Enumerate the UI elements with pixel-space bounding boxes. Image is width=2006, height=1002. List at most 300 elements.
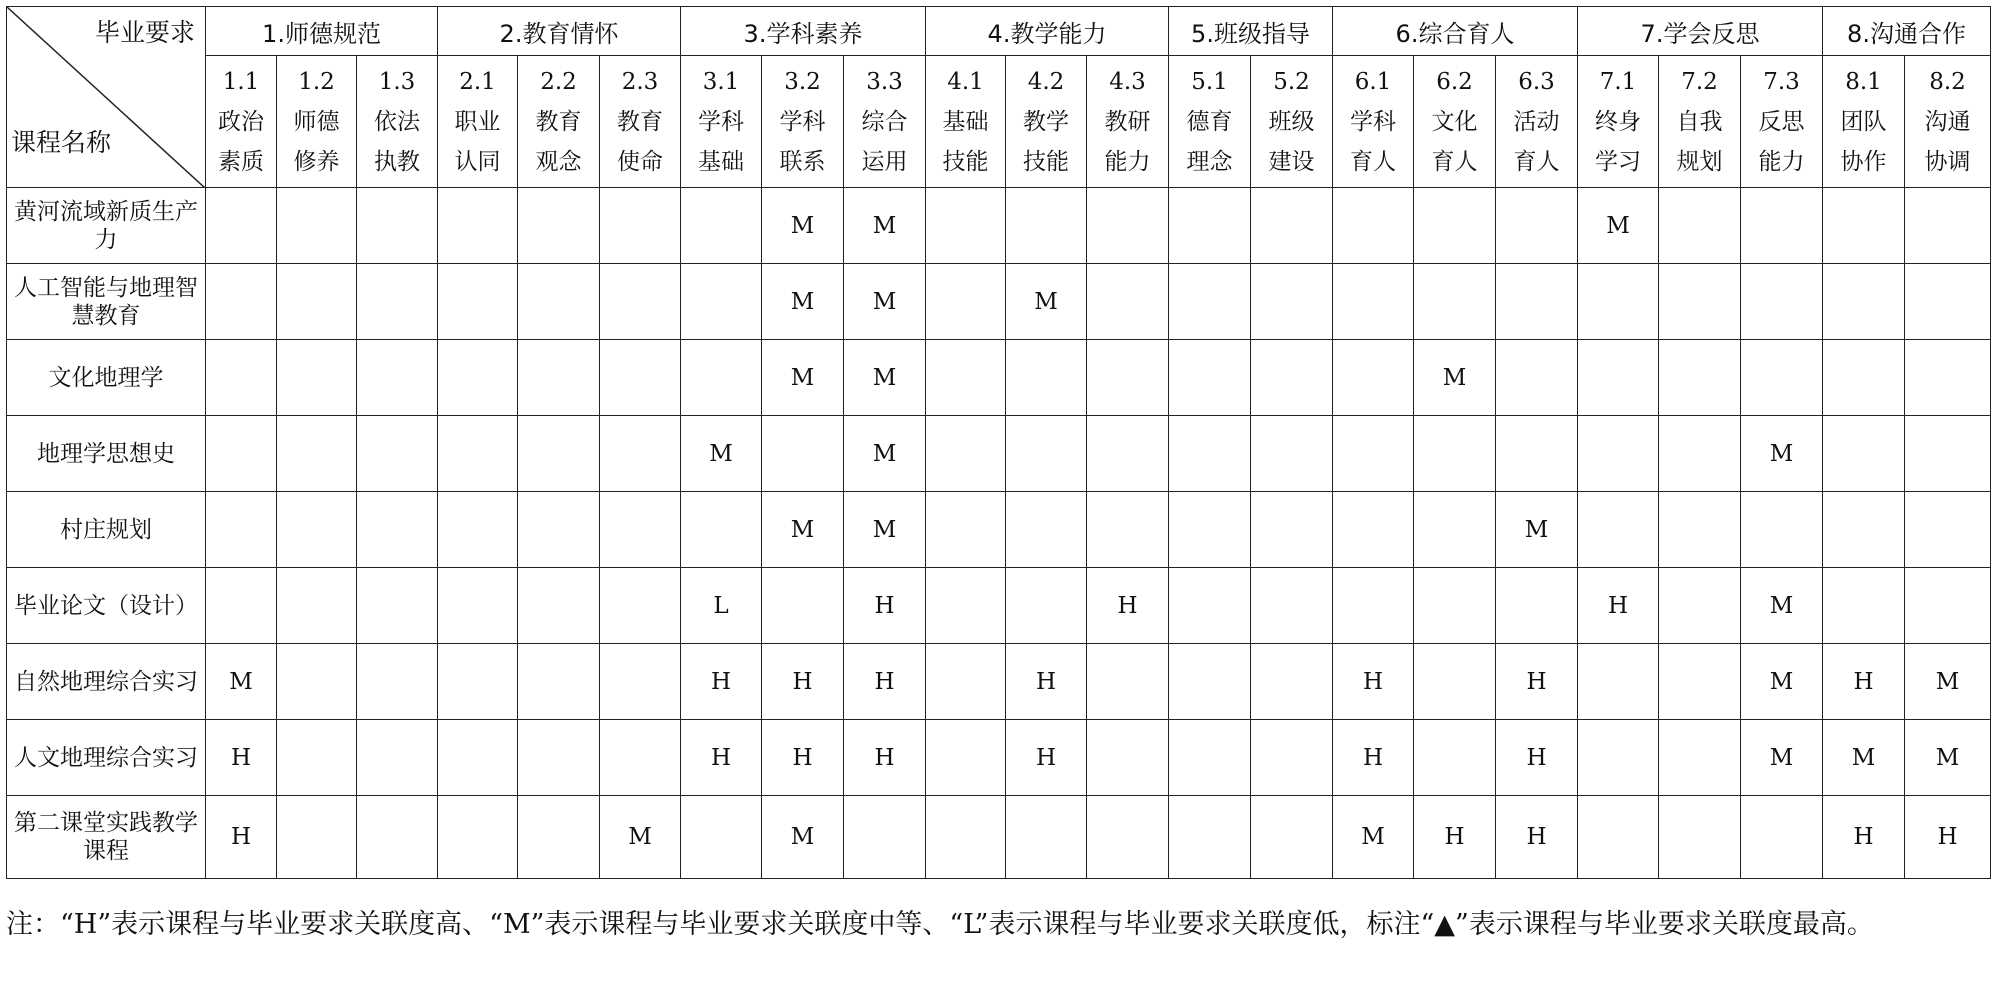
requirement-l2: 协作 (1840, 148, 1887, 175)
relevance-cell: H (844, 644, 926, 720)
relevance-cell: M (1333, 796, 1414, 879)
requirement-l2: 修养 (293, 148, 340, 175)
requirement-8-1 (1823, 56, 1905, 188)
relevance-cell (1578, 644, 1659, 720)
course-name: 黄河流域新质生产力 (7, 188, 206, 264)
relevance-cell (1659, 188, 1741, 264)
requirement-group-row (7, 7, 1991, 56)
legend-note: 注：“H”表示课程与毕业要求关联度高、“M”表示课程与毕业要求关联度中等、“L”表示课程与毕业要求关联度低，标注“▲”表示课程与毕业要求关联度最高。 (6, 909, 1874, 940)
requirement-2-2 (518, 56, 600, 188)
relevance-cell: H (1006, 644, 1087, 720)
relevance-cell: M (762, 492, 844, 568)
relevance-cell (277, 492, 357, 568)
relevance-cell (1087, 188, 1169, 264)
relevance-cell (1087, 264, 1169, 340)
relevance-cell (1414, 492, 1496, 568)
relevance-cell (518, 720, 600, 796)
requirement-num: 7.2 (1681, 68, 1718, 95)
relevance-cell (438, 340, 518, 416)
relevance-cell (357, 796, 438, 879)
relevance-cell (926, 796, 1006, 879)
relevance-cell (926, 644, 1006, 720)
requirement-num: 7.3 (1763, 68, 1800, 95)
relevance-cell (1414, 188, 1496, 264)
requirement-num: 1.2 (298, 68, 335, 95)
requirement-l2: 技能 (1023, 148, 1069, 175)
relevance-cell (1006, 796, 1087, 879)
relevance-cell: H (844, 720, 926, 796)
requirement-l1: 政治 (218, 108, 264, 135)
relevance-cell (1496, 416, 1578, 492)
relevance-cell (1659, 796, 1741, 879)
course-name: 文化地理学 (7, 340, 206, 416)
relevance-cell (1006, 492, 1087, 568)
relevance-cell (926, 492, 1006, 568)
relevance-cell (1823, 568, 1905, 644)
relevance-cell: H (1905, 796, 1991, 879)
requirement-num: 2.1 (459, 68, 496, 95)
requirement-l2: 建设 (1268, 148, 1315, 175)
requirement-sub-row (7, 56, 1991, 188)
requirement-l2: 联系 (779, 148, 826, 175)
relevance-cell: M (762, 340, 844, 416)
relevance-cell (277, 644, 357, 720)
relevance-cell: H (1496, 720, 1578, 796)
relevance-cell (1414, 264, 1496, 340)
relevance-cell (1823, 492, 1905, 568)
requirement-l2: 使命 (617, 148, 663, 175)
requirement-3-2 (762, 56, 844, 188)
relevance-cell (518, 644, 600, 720)
course-rows (7, 188, 1991, 879)
requirement-l2: 学习 (1595, 148, 1641, 175)
requirement-5-2 (1251, 56, 1333, 188)
requirement-l2: 理念 (1186, 148, 1233, 175)
relevance-cell: M (844, 188, 926, 264)
relevance-cell (1169, 796, 1251, 879)
requirement-l1: 师德 (293, 108, 340, 135)
relevance-cell: H (1333, 644, 1414, 720)
relevance-cell (1251, 568, 1333, 644)
table-row (7, 720, 1991, 796)
requirement-2-3 (600, 56, 681, 188)
course-name: 村庄规划 (7, 492, 206, 568)
requirement-group-6: 6.综合育人 (1333, 7, 1578, 56)
relevance-cell (1333, 340, 1414, 416)
relevance-cell (1414, 416, 1496, 492)
relevance-cell (1905, 340, 1991, 416)
relevance-cell (1006, 568, 1087, 644)
relevance-cell: H (1087, 568, 1169, 644)
requirement-l1: 依法 (374, 108, 420, 135)
relevance-cell (926, 568, 1006, 644)
relevance-cell (438, 796, 518, 879)
relevance-cell (1251, 796, 1333, 879)
requirement-l1: 基础 (942, 108, 989, 135)
requirement-num: 5.2 (1273, 68, 1310, 95)
relevance-cell (1333, 568, 1414, 644)
relevance-cell (1087, 340, 1169, 416)
relevance-cell (206, 264, 277, 340)
relevance-cell (1578, 796, 1659, 879)
relevance-cell (1087, 796, 1169, 879)
relevance-cell (357, 340, 438, 416)
relevance-cell (600, 644, 681, 720)
relevance-cell (277, 720, 357, 796)
header-requirement-label: 毕业要求 (94, 18, 195, 47)
relevance-cell (600, 492, 681, 568)
requirement-num: 1.1 (222, 68, 260, 95)
relevance-cell (518, 264, 600, 340)
relevance-cell (1659, 492, 1741, 568)
relevance-cell (1578, 264, 1659, 340)
requirement-l2: 育人 (1513, 148, 1560, 175)
requirement-group-8: 8.沟通合作 (1823, 7, 1991, 56)
requirement-l1: 教育 (617, 108, 663, 135)
relevance-cell (438, 188, 518, 264)
course-name: 第二课堂实践教学课程 (7, 796, 206, 879)
requirement-4-2 (1006, 56, 1087, 188)
requirement-l1: 反思 (1758, 108, 1805, 135)
relevance-cell: M (1741, 720, 1823, 796)
requirement-l1: 教研 (1104, 108, 1151, 135)
requirement-l1: 学科 (698, 108, 744, 135)
relevance-cell (1087, 720, 1169, 796)
relevance-cell (518, 568, 600, 644)
relevance-cell: H (681, 720, 762, 796)
relevance-cell (926, 416, 1006, 492)
requirement-num: 4.1 (947, 68, 984, 95)
requirement-group-3: 3.学科素养 (681, 7, 926, 56)
relevance-cell (357, 492, 438, 568)
requirement-group-5: 5.班级指导 (1169, 7, 1333, 56)
relevance-cell (1333, 264, 1414, 340)
relevance-cell: H (1333, 720, 1414, 796)
relevance-cell (1659, 416, 1741, 492)
relevance-cell (1741, 796, 1823, 879)
relevance-cell: H (206, 796, 277, 879)
relevance-cell (1169, 568, 1251, 644)
requirement-num: 3.2 (784, 68, 821, 95)
relevance-cell (1169, 340, 1251, 416)
relevance-cell (926, 720, 1006, 796)
relevance-cell (1659, 644, 1741, 720)
requirement-3-3 (844, 56, 926, 188)
relevance-cell (1333, 188, 1414, 264)
relevance-cell (1823, 188, 1905, 264)
relevance-cell (681, 264, 762, 340)
relevance-cell: L (681, 568, 762, 644)
requirement-l1: 教学 (1023, 108, 1069, 135)
relevance-cell (1169, 188, 1251, 264)
relevance-cell: M (1741, 644, 1823, 720)
relevance-cell (1905, 416, 1991, 492)
relevance-cell: M (844, 340, 926, 416)
relevance-cell (277, 796, 357, 879)
relevance-cell (1006, 416, 1087, 492)
relevance-cell (438, 644, 518, 720)
relevance-cell (1251, 720, 1333, 796)
relevance-cell: M (1741, 568, 1823, 644)
requirement-4-1 (926, 56, 1006, 188)
requirement-num: 3.3 (866, 68, 903, 95)
requirement-8-2 (1905, 56, 1991, 188)
relevance-cell (1659, 340, 1741, 416)
relevance-cell (600, 188, 681, 264)
requirement-l2: 认同 (454, 148, 501, 175)
relevance-cell (681, 188, 762, 264)
relevance-cell (206, 492, 277, 568)
relevance-cell: H (681, 644, 762, 720)
relevance-cell (1251, 644, 1333, 720)
requirement-l2: 能力 (1758, 148, 1805, 175)
relevance-cell (1578, 416, 1659, 492)
requirement-num: 8.2 (1929, 68, 1966, 95)
relevance-cell (1659, 568, 1741, 644)
requirement-l1: 班级 (1268, 108, 1315, 135)
relevance-cell: H (1823, 644, 1905, 720)
requirement-l2: 能力 (1104, 148, 1151, 175)
relevance-cell (1169, 492, 1251, 568)
relevance-cell (681, 492, 762, 568)
relevance-cell (518, 188, 600, 264)
requirement-num: 2.3 (621, 68, 659, 95)
relevance-cell: M (1006, 264, 1087, 340)
requirement-l1: 教育 (535, 108, 582, 135)
relevance-cell (926, 340, 1006, 416)
relevance-cell (206, 416, 277, 492)
relevance-cell (438, 264, 518, 340)
course-requirement-matrix (6, 6, 1991, 879)
requirement-num: 8.1 (1845, 68, 1882, 95)
relevance-cell (1659, 720, 1741, 796)
relevance-cell (681, 796, 762, 879)
relevance-cell (518, 796, 600, 879)
requirement-l1: 终身 (1595, 108, 1641, 135)
relevance-cell (1414, 720, 1496, 796)
requirement-l2: 运用 (861, 148, 908, 175)
requirement-group-4: 4.教学能力 (926, 7, 1169, 56)
relevance-cell (926, 264, 1006, 340)
relevance-cell (438, 416, 518, 492)
table-row (7, 568, 1991, 644)
requirement-num: 5.1 (1191, 68, 1228, 95)
relevance-cell: M (1741, 416, 1823, 492)
relevance-cell (518, 416, 600, 492)
course-name: 人工智能与地理智慧教育 (7, 264, 206, 340)
relevance-cell (762, 568, 844, 644)
requirement-group-1: 1.师德规范 (206, 7, 438, 56)
requirement-l2: 基础 (698, 148, 744, 175)
relevance-cell (206, 188, 277, 264)
relevance-cell (1905, 492, 1991, 568)
relevance-cell (1578, 340, 1659, 416)
course-name: 人文地理综合实习 (7, 720, 206, 796)
requirement-7-1 (1578, 56, 1659, 188)
table-row (7, 188, 1991, 264)
relevance-cell (1905, 264, 1991, 340)
relevance-cell: H (762, 720, 844, 796)
relevance-cell: H (1006, 720, 1087, 796)
requirement-l1: 自我 (1676, 108, 1723, 135)
relevance-cell: H (1578, 568, 1659, 644)
table-row (7, 492, 1991, 568)
requirement-l1: 德育 (1186, 108, 1233, 135)
diagonal-header-cell (7, 7, 206, 188)
requirement-6-1 (1333, 56, 1414, 188)
relevance-cell (1741, 188, 1823, 264)
requirement-l1: 沟通 (1924, 108, 1971, 135)
relevance-cell (518, 340, 600, 416)
relevance-cell (600, 416, 681, 492)
requirement-num: 4.2 (1027, 68, 1065, 95)
relevance-cell (1006, 340, 1087, 416)
course-name: 自然地理综合实习 (7, 644, 206, 720)
requirement-l2: 素质 (218, 148, 264, 175)
relevance-cell (277, 416, 357, 492)
relevance-cell (600, 264, 681, 340)
relevance-cell: H (1414, 796, 1496, 879)
relevance-cell (1169, 720, 1251, 796)
relevance-cell: M (844, 264, 926, 340)
relevance-cell: M (1414, 340, 1496, 416)
requirement-7-2 (1659, 56, 1741, 188)
requirement-l1: 活动 (1513, 108, 1560, 135)
relevance-cell (518, 492, 600, 568)
relevance-cell (357, 264, 438, 340)
relevance-cell (357, 720, 438, 796)
requirement-1-1 (206, 56, 277, 188)
relevance-cell (1414, 644, 1496, 720)
course-name: 地理学思想史 (7, 416, 206, 492)
requirement-num: 6.2 (1436, 68, 1473, 95)
relevance-cell: H (762, 644, 844, 720)
relevance-cell (357, 568, 438, 644)
requirement-l2: 执教 (374, 148, 420, 175)
relevance-cell (438, 720, 518, 796)
requirement-l1: 职业 (454, 108, 501, 135)
requirement-1-2 (277, 56, 357, 188)
relevance-cell (762, 416, 844, 492)
relevance-cell (1333, 416, 1414, 492)
relevance-cell (1087, 492, 1169, 568)
relevance-cell: M (762, 796, 844, 879)
table-row (7, 340, 1991, 416)
relevance-cell (1251, 188, 1333, 264)
relevance-cell (1741, 492, 1823, 568)
table-row (7, 416, 1991, 492)
requirement-num: 7.1 (1599, 68, 1637, 95)
requirement-l2: 技能 (942, 148, 989, 175)
relevance-cell (1659, 264, 1741, 340)
relevance-cell: H (1496, 796, 1578, 879)
relevance-cell (206, 568, 277, 644)
requirement-l2: 育人 (1350, 148, 1396, 175)
relevance-cell (681, 340, 762, 416)
relevance-cell (600, 340, 681, 416)
relevance-cell (1169, 264, 1251, 340)
relevance-cell (438, 492, 518, 568)
relevance-cell (277, 340, 357, 416)
table-row (7, 644, 1991, 720)
relevance-cell (1905, 568, 1991, 644)
relevance-cell: M (762, 264, 844, 340)
requirement-group-2: 2.教育情怀 (438, 7, 681, 56)
requirement-group-7: 7.学会反思 (1578, 7, 1823, 56)
relevance-cell (277, 568, 357, 644)
relevance-cell (357, 188, 438, 264)
requirement-3-1 (681, 56, 762, 188)
relevance-cell (600, 568, 681, 644)
relevance-cell: M (681, 416, 762, 492)
relevance-cell (1251, 416, 1333, 492)
requirement-num: 6.1 (1354, 68, 1392, 95)
relevance-cell (1578, 720, 1659, 796)
relevance-cell (1823, 340, 1905, 416)
relevance-cell (1087, 416, 1169, 492)
relevance-cell: M (762, 188, 844, 264)
relevance-cell (357, 416, 438, 492)
relevance-cell (1823, 264, 1905, 340)
relevance-cell (206, 340, 277, 416)
relevance-cell (277, 188, 357, 264)
relevance-cell: H (1496, 644, 1578, 720)
requirement-num: 6.3 (1518, 68, 1555, 95)
requirement-1-3 (357, 56, 438, 188)
relevance-cell (1333, 492, 1414, 568)
relevance-cell (1251, 492, 1333, 568)
relevance-cell (1496, 340, 1578, 416)
relevance-cell (438, 568, 518, 644)
relevance-cell: M (844, 416, 926, 492)
requirement-l1: 学科 (1350, 108, 1396, 135)
table-row (7, 796, 1991, 879)
requirement-6-3 (1496, 56, 1578, 188)
relevance-cell (926, 188, 1006, 264)
relevance-cell (1087, 644, 1169, 720)
relevance-cell (600, 720, 681, 796)
requirement-7-3 (1741, 56, 1823, 188)
table-row (7, 264, 1991, 340)
relevance-cell (1741, 340, 1823, 416)
requirement-l1: 学科 (779, 108, 826, 135)
relevance-cell: M (1905, 644, 1991, 720)
relevance-cell (1823, 416, 1905, 492)
relevance-cell (1251, 264, 1333, 340)
relevance-cell: H (844, 568, 926, 644)
relevance-cell (844, 796, 926, 879)
relevance-cell (1169, 416, 1251, 492)
course-name: 毕业论文（设计） (7, 568, 206, 644)
relevance-cell: M (1823, 720, 1905, 796)
relevance-cell (1496, 188, 1578, 264)
relevance-cell: H (1823, 796, 1905, 879)
relevance-cell: M (1578, 188, 1659, 264)
requirement-num: 4.3 (1109, 68, 1146, 95)
relevance-cell: M (1496, 492, 1578, 568)
requirement-l2: 协调 (1924, 148, 1971, 175)
relevance-cell (1905, 188, 1991, 264)
relevance-cell (1251, 340, 1333, 416)
relevance-cell: M (206, 644, 277, 720)
requirement-num: 3.1 (702, 68, 740, 95)
relevance-cell (1578, 492, 1659, 568)
requirement-num: 2.2 (540, 68, 577, 95)
requirement-l1: 综合 (861, 108, 908, 135)
requirement-2-1 (438, 56, 518, 188)
requirement-l1: 团队 (1840, 108, 1887, 135)
relevance-cell (1496, 264, 1578, 340)
